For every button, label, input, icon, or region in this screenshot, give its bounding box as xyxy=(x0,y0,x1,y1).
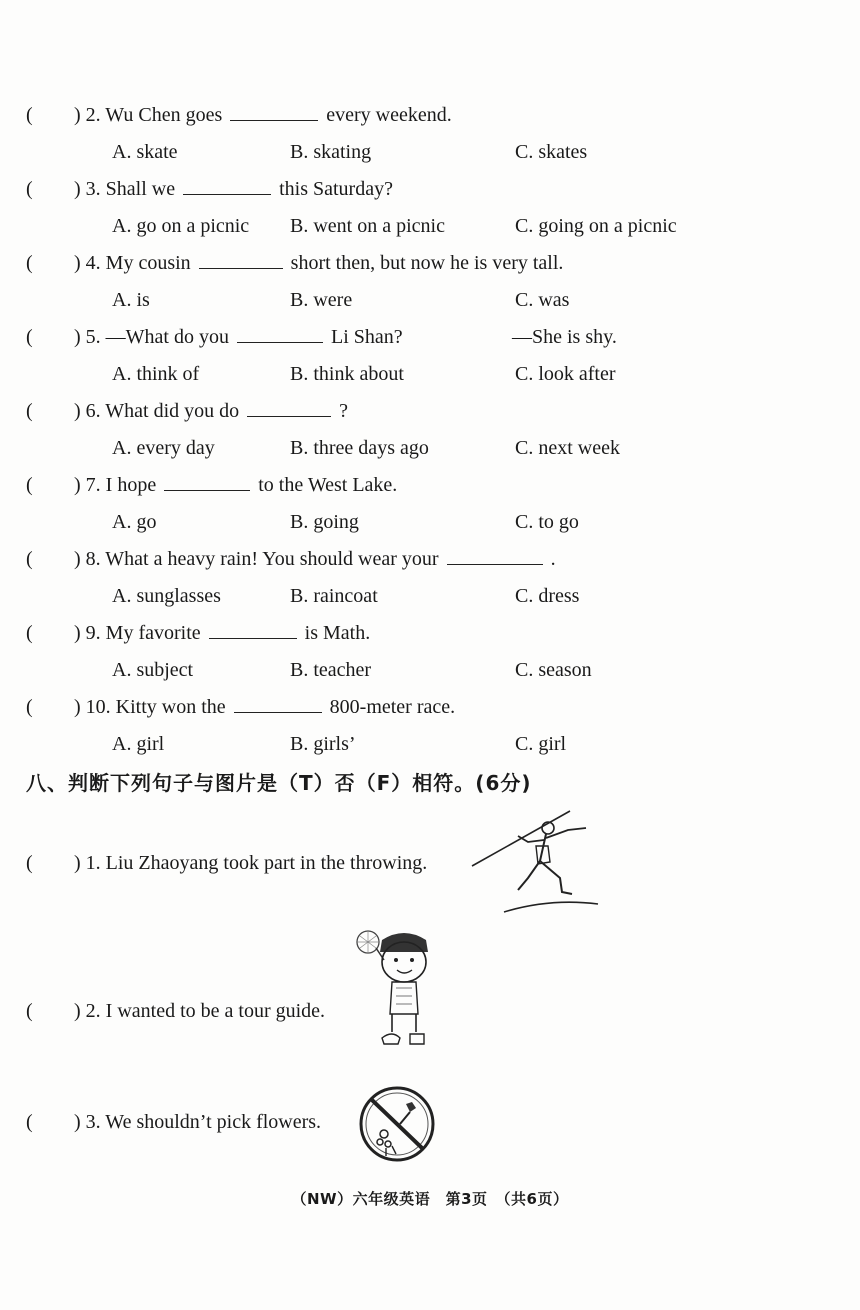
question-stem xyxy=(74,470,397,500)
option-b[interactable]: B. think about xyxy=(290,363,404,385)
option-b[interactable]: B. girls’ xyxy=(290,733,356,755)
option-c[interactable]: C. dress xyxy=(515,585,580,607)
option-a[interactable]: A. skate xyxy=(112,141,178,163)
question-stem xyxy=(74,396,348,426)
section-title: 八、判断下列句子与图片是（T）否（F）相符。(6分) xyxy=(26,771,532,795)
question-stem xyxy=(74,174,393,204)
page-footer: （NW）六年级英语 第3页 （共6页） xyxy=(291,1190,569,1208)
tennis-boy-icon xyxy=(352,926,437,1054)
option-c[interactable]: C. was xyxy=(515,289,570,311)
javelin-thrower-icon xyxy=(470,806,605,916)
question-text: ) 6. What did you do xyxy=(74,400,240,422)
option-c[interactable]: C. to go xyxy=(515,511,579,533)
answer-blank[interactable] xyxy=(183,174,271,195)
answer-paren-open[interactable]: ( xyxy=(26,400,33,422)
option-b[interactable]: B. skating xyxy=(290,141,372,163)
question-stem xyxy=(74,322,403,352)
option-a[interactable]: A. is xyxy=(112,289,150,311)
option-c[interactable]: C. girl xyxy=(515,733,567,755)
option-a[interactable]: A. go xyxy=(112,511,157,533)
question-text-after: to the West Lake. xyxy=(258,474,398,496)
option-b[interactable]: B. raincoat xyxy=(290,585,378,607)
option-b[interactable]: B. going xyxy=(290,511,359,533)
answer-paren-open[interactable]: ( xyxy=(26,104,33,126)
option-c[interactable]: C. next week xyxy=(515,437,620,459)
question-text: ) 5. —What do you xyxy=(74,326,229,348)
judge-item-text: ) 3. We shouldn’t pick flowers. xyxy=(74,1111,322,1133)
answer-blank[interactable] xyxy=(247,396,331,417)
option-a[interactable]: A. think of xyxy=(112,363,200,385)
question-text: ) 3. Shall we xyxy=(74,178,176,200)
answer-blank[interactable] xyxy=(164,470,250,491)
question-stem xyxy=(74,618,370,648)
question-text-after: short then, but now he is very tall. xyxy=(290,252,564,274)
question-text: ) 4. My cousin xyxy=(74,252,191,274)
option-a[interactable]: A. sunglasses xyxy=(112,585,221,607)
answer-paren-open[interactable]: ( xyxy=(26,326,33,348)
answer-paren-open[interactable]: ( xyxy=(26,1000,33,1022)
question-stem xyxy=(74,100,452,130)
question-stem xyxy=(74,248,563,278)
question-text: ) 9. My favorite xyxy=(74,622,201,644)
question-text-after: this Saturday? xyxy=(279,178,393,200)
option-b[interactable]: B. were xyxy=(290,289,353,311)
option-a[interactable]: A. every day xyxy=(112,437,215,459)
question-stem xyxy=(74,692,455,722)
option-c[interactable]: C. going on a picnic xyxy=(515,215,677,237)
option-a[interactable]: A. subject xyxy=(112,659,194,681)
answer-blank[interactable] xyxy=(230,100,318,121)
answer-paren-open[interactable]: ( xyxy=(26,474,33,496)
answer-blank[interactable] xyxy=(234,692,322,713)
answer-paren-open[interactable]: ( xyxy=(26,178,33,200)
question-text-after: is Math. xyxy=(304,622,371,644)
question-text: ) 10. Kitty won the xyxy=(74,696,226,718)
answer-blank[interactable] xyxy=(199,248,283,269)
answer-paren-open[interactable]: ( xyxy=(26,548,33,570)
no-picking-flowers-icon xyxy=(356,1084,438,1164)
option-b[interactable]: B. went on a picnic xyxy=(290,215,445,237)
option-c[interactable]: C. skates xyxy=(515,141,588,163)
question-text-after: 800-meter race. xyxy=(329,696,456,718)
question-text-after: every weekend. xyxy=(326,104,452,126)
question-text: ) 7. I hope xyxy=(74,474,157,496)
option-b[interactable]: B. three days ago xyxy=(290,437,429,459)
option-c[interactable]: C. season xyxy=(515,659,592,681)
question-text-after: ? xyxy=(339,400,349,422)
judge-item-text: ) 1. Liu Zhaoyang took part in the throwing. xyxy=(74,852,428,874)
answer-paren-open[interactable]: ( xyxy=(26,1111,33,1133)
option-b[interactable]: B. teacher xyxy=(290,659,372,681)
answer-paren-open[interactable]: ( xyxy=(26,852,33,874)
answer-paren-open[interactable]: ( xyxy=(26,696,33,718)
question-text: ) 2. Wu Chen goes xyxy=(74,104,223,126)
question-stem xyxy=(74,544,556,574)
answer-blank[interactable] xyxy=(209,618,297,639)
answer-blank[interactable] xyxy=(237,322,323,343)
answer-paren-open[interactable]: ( xyxy=(26,252,33,274)
answer-blank[interactable] xyxy=(447,544,543,565)
dialogue-response: —She is shy. xyxy=(512,326,617,348)
answer-paren-open[interactable]: ( xyxy=(26,622,33,644)
option-a[interactable]: A. girl xyxy=(112,733,165,755)
option-c[interactable]: C. look after xyxy=(515,363,616,385)
question-text-after: Li Shan? xyxy=(330,326,403,348)
question-text: ) 8. What a heavy rain! You should wear your xyxy=(74,548,439,570)
option-a[interactable]: A. go on a picnic xyxy=(112,215,250,237)
question-text-after: . xyxy=(550,548,556,570)
judge-item-text: ) 2. I wanted to be a tour guide. xyxy=(74,1000,326,1022)
